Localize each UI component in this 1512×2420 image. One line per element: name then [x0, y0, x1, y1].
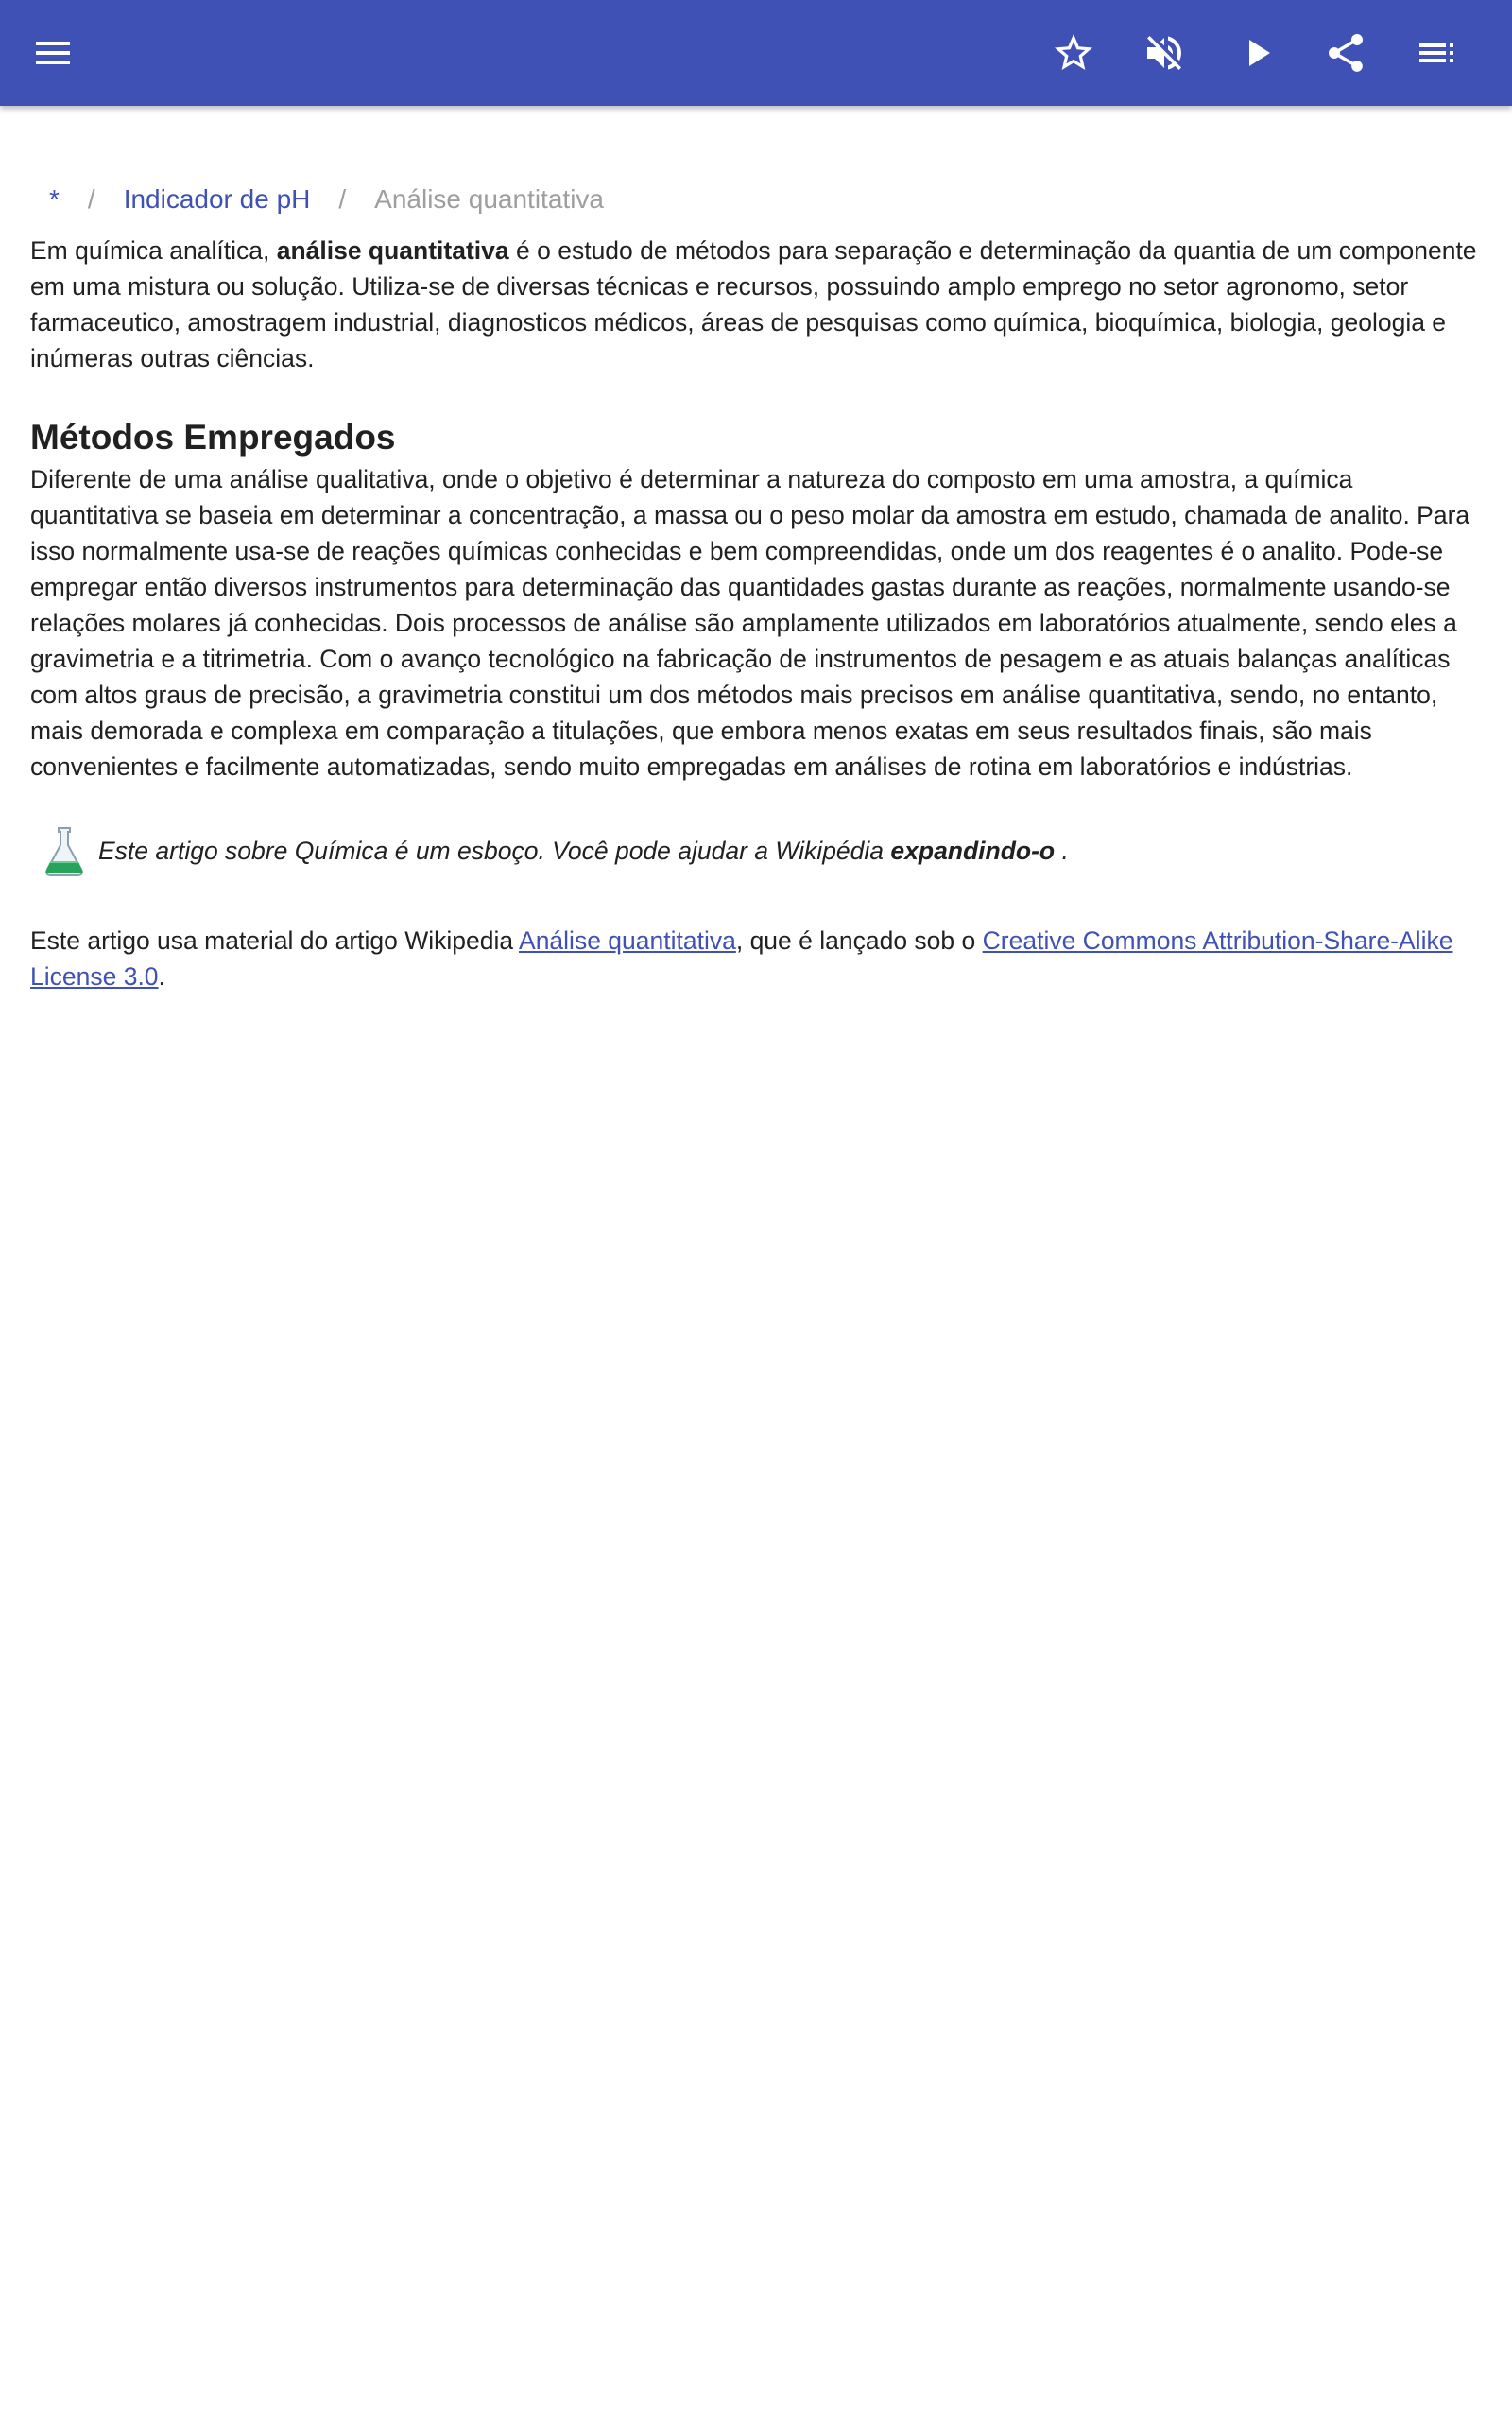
volume-off-icon [1142, 30, 1187, 76]
breadcrumb-parent[interactable]: Indicador de pH [123, 184, 311, 214]
breadcrumb [30, 168, 1482, 231]
license-paragraph [30, 923, 1482, 994]
license-link[interactable]: Creative Commons Attribution-Share-Alike License 3.0 [30, 926, 1453, 991]
license-text: . [158, 962, 165, 991]
playlist-icon [1414, 30, 1459, 76]
star-outline-icon [1051, 30, 1096, 76]
intro-paragraph [30, 233, 1482, 376]
breadcrumb-current: Análise quantitativa [374, 184, 604, 214]
intro-text: é o estudo de métodos para separação e determinação da quantia de um componente em uma mistura ou solução. Utiliza-se de diversas técnicas e recursos, possuindo amplo emprego no setor agronomo, setor farmaceutico, amostragem industrial, diagnosticos médicos, áreas de pesquisas como química, bioquímica, biologia, geologia e inúmeras outras ciências. [30, 236, 1477, 372]
play-button[interactable] [1219, 15, 1295, 91]
breadcrumb-separator: / [87, 184, 95, 214]
menu-icon [30, 30, 76, 76]
stub-text-end: . [1055, 836, 1069, 865]
article-source-link[interactable]: Análise quantitativa [519, 926, 736, 955]
license-text: Este artigo usa material do artigo Wikipedia [30, 926, 520, 955]
breadcrumb-home[interactable]: * [49, 184, 60, 214]
intro-bold-term: análise quantitativa [276, 236, 509, 265]
license-text: , que é lançado sob o [735, 926, 983, 955]
stub-text [98, 837, 1069, 866]
stub-notice [30, 822, 1482, 879]
section-heading: Métodos Empregados [30, 418, 396, 457]
breadcrumb-separator: / [338, 184, 347, 214]
section-paragraph: Diferente de uma análise qualitativa, onde o objetivo é determinar a natureza do composto em uma amostra, a química quantitativa se baseia em determinar a concentração, a massa ou o peso molar da amostra em estudo, chamada de analito. Para isso normalmente usa-se de reações químicas conhecidas e bem compreendidas, onde um dos reagentes é o analito. Pode-se empregar então diversos instrumentos para determinação das quantidades gastas durante as reações, normalmente usando-se relações molares já conhecidas. Dois processos de análise são amplamente utilizados em laboratórios atualmente, sendo eles a gravimetria e a titrimetria. Com o avanço tecnológico na fabricação de instrumentos de pesagem e as atuais balanças analíticas com altos graus de precisão, a gravimetria constitui um dos métodos mais precisos em análise quantitativa, sendo, no entanto, mais demorada e complexa em comparação a titulações, que embora menos exatas em seus resultados finais, são mais convenientes e facilmente automatizadas, sendo muito empregadas em análises de rotina em laboratórios e indústrias. [30, 465, 1470, 781]
intro-text: Em química analítica, [30, 236, 277, 265]
table-of-contents-button[interactable] [1399, 15, 1474, 91]
stub-expand-link[interactable]: expandindo-o [890, 836, 1056, 865]
mute-button[interactable] [1126, 15, 1202, 91]
play-icon [1234, 30, 1280, 76]
stub-text-start: Este artigo sobre Química é um esboço. Você pode ajudar a Wikipédia [98, 836, 891, 865]
share-icon [1323, 30, 1368, 76]
bookmark-button[interactable] [1036, 15, 1111, 91]
article-content [30, 106, 1482, 994]
menu-button[interactable] [15, 15, 91, 91]
flask-icon [36, 822, 93, 879]
share-button[interactable] [1308, 15, 1383, 91]
app-bar [0, 0, 1512, 106]
